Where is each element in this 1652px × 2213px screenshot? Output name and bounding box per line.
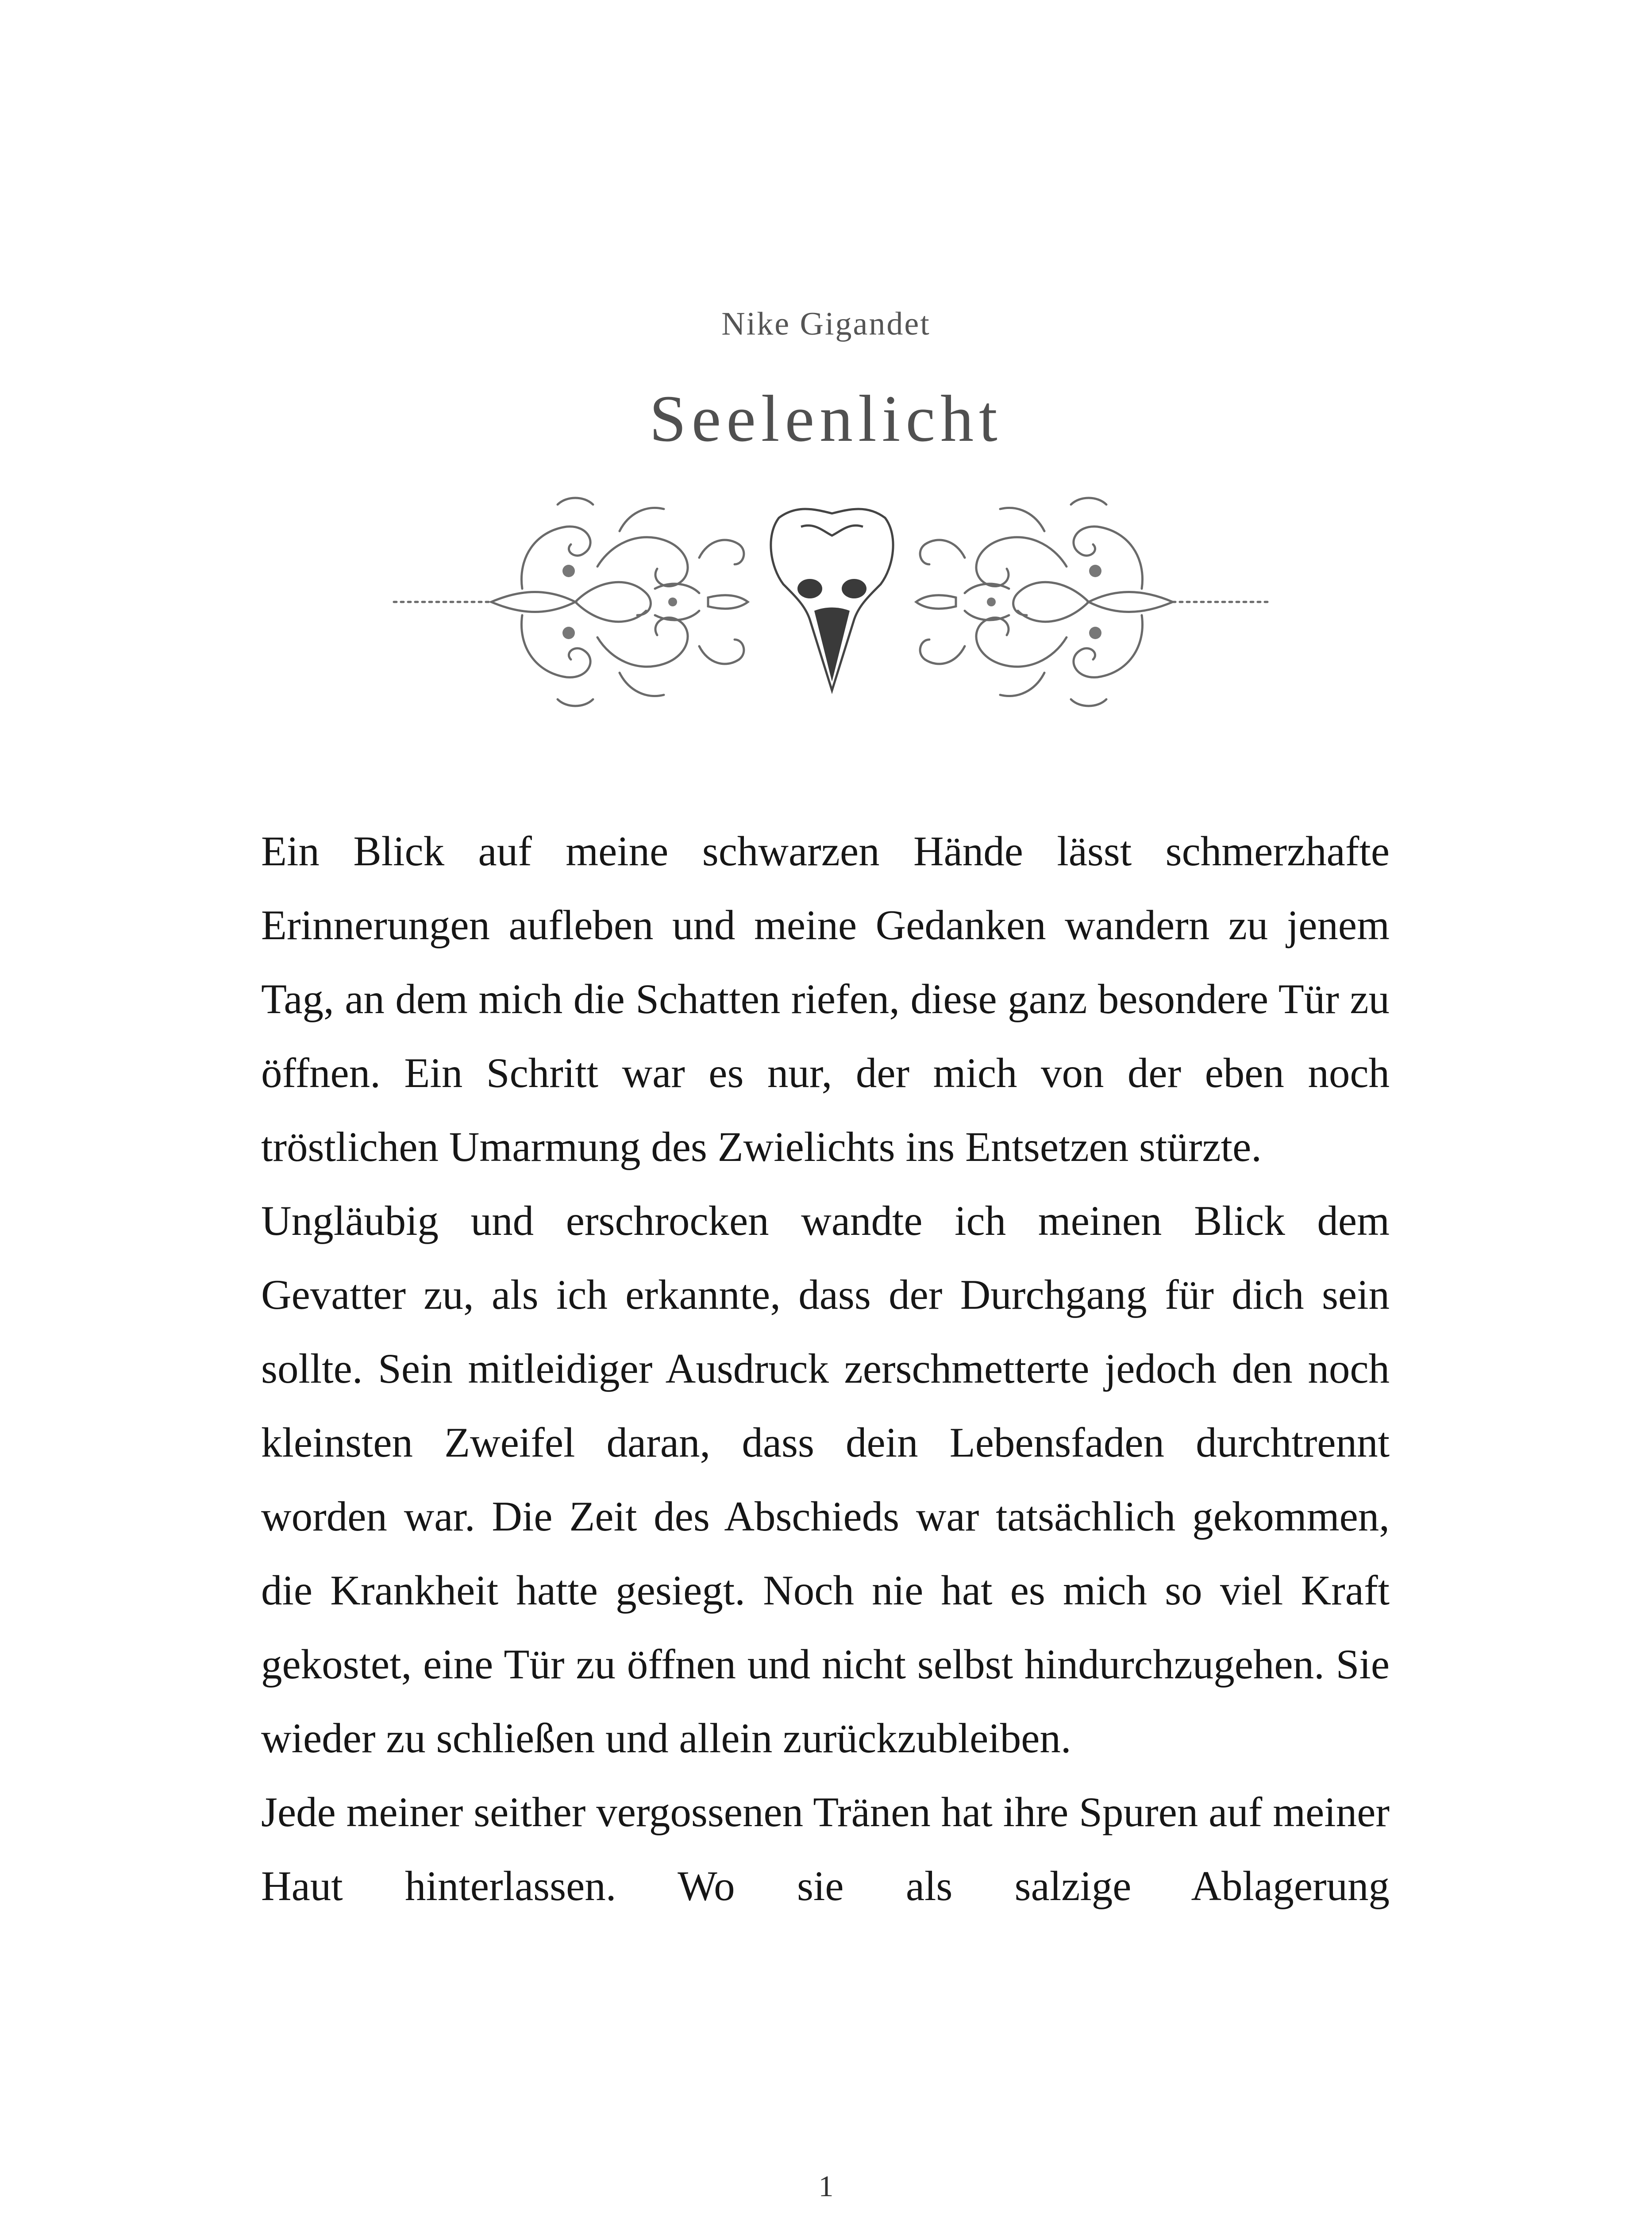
- skull-flourish-ornament-icon: [389, 478, 1275, 735]
- page-number: 1: [818, 2169, 834, 2203]
- paragraph: Ein Blick auf meine schwarzen Hände lässt schmerzhafte Erinnerungen aufleben und meine Gedanken wandern zu jenem Tag, an dem mich die Schatten riefen, diese ganz besondere Tür zu öffnen. Ein Schritt war es nur, der mich von der eben noch tröstlichen Umarmung des Zwielichts ins Entsetzen stürzte.: [261, 828, 1390, 1170]
- author-name: Nike Gigandet: [721, 306, 931, 342]
- paragraph: Ungläubig und erschrocken wandte ich meinen Blick dem Gevatter zu, als ich erkannte, dass der Durchgang für dich sein sollte. Sein mitleidiger Ausdruck zerschmetterte jedoch den noch kleinsten Zweifel daran, dass dein Lebensfaden durchtrennt worden war. Die Zeit des Abschieds war tatsächlich gekommen, die Krankheit hatte gesiegt. Noch nie hat es mich so viel Kraft gekostet, eine Tür zu öffnen und nicht selbst hindurchzugehen. Sie wieder zu schließen und allein zurückzubleiben.: [261, 1197, 1390, 1762]
- chapter-title: Seelenlicht: [649, 382, 1003, 455]
- paragraph: Jede meiner seither vergossenen Tränen hat ihre Spuren auf meiner Haut hinterlassen. Wo sie als salzige Ablagerung: [261, 1789, 1390, 1909]
- story-text: [261, 814, 1390, 1923]
